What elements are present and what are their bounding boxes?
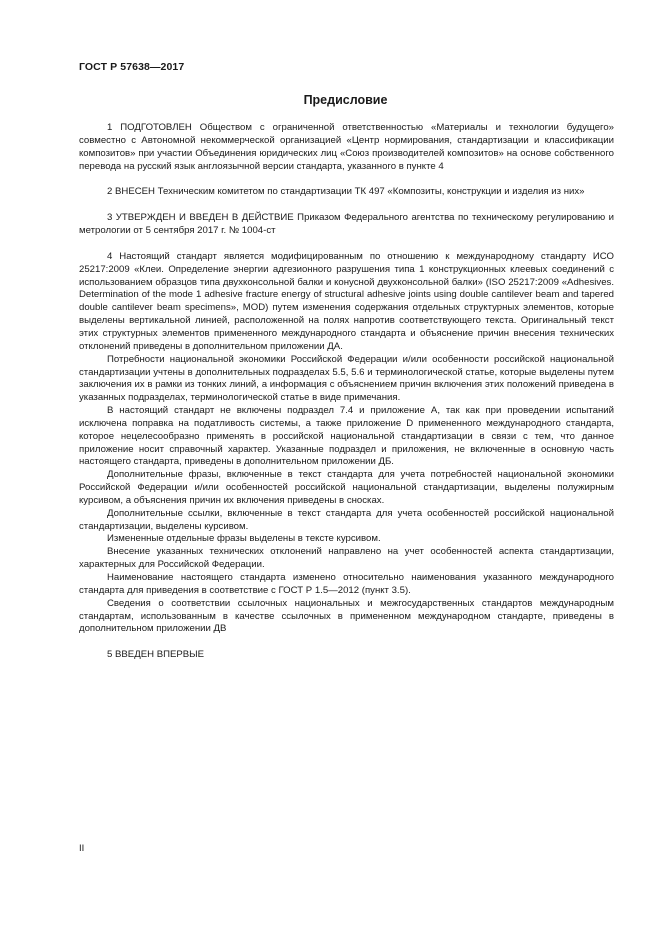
item-1: 1 ПОДГОТОВЛЕН Обществом с ограниченной ответственностью «Материалы и технологии будущего» совместно с Автономной некоммерческой организацией «Центр нормирования, стандартизации и классификации композитов» при участии Объединения юридических лиц «Союз производителей композитов» на основе собственного перевода на русский язык англоязычной версии стандарта, указанного в пункте 4 xyxy=(79,122,614,172)
preface-body xyxy=(79,122,614,662)
item-4-paragraph: Наименование настоящего стандарта изменено относительно наименования указанного международного стандарта для приведения в соответствие с ГОСТ Р 1.5—2012 (пункт 3.5). xyxy=(79,572,614,596)
page-number: II xyxy=(79,843,85,854)
item-4-paragraph: В настоящий стандарт не включены подраздел 7.4 и приложение А, так как при проведении испытаний исключена поправка на податливость системы, а также приложение D примененного международного стандарта, которое нецелесообразно применять в российской национальной стандартизации в связи с тем, что данное приложение носит справочный характер. Указанные подраздел и приложения, не включенные в основную часть настоящего стандарта, приведены в дополнительном приложении ДБ. xyxy=(79,405,614,468)
item-4-paragraph: Внесение указанных технических отклонений направлено на учет особенностей аспекта стандартизации, характерных для Российской Федерации. xyxy=(79,546,614,571)
item-2: 2 ВНЕСЕН Техническим комитетом по стандартизации ТК 497 «Композиты, конструкции и изделия из них» xyxy=(107,186,585,198)
item-4-paragraph: Потребности национальной экономики Российской Федерации и/или особенности российской национальной стандартизации учтены в дополнительных подразделах 5.5, 5.6 и терминологической статье, которые выделены путем заключения их в рамки из тонких линий, а информация с объяснением причин включения этих положений приведена в указанных подразделах, терминологической статье в виде примечания. xyxy=(79,353,614,404)
item-4-paragraph: Сведения о соответствии ссылочных национальных и межгосударственных стандартов международным стандартам, использованным в качестве ссылочных в примененном международном стандарте, приведены в дополнительном приложении ДВ xyxy=(79,597,614,635)
item-4-paragraph: 4 Настоящий стандарт является модифицированным по отношению к международному стандарту ИСО 25217:2009 «Клеи. Определение энергии адгезионного разрушения типа 1 конструкционных клеевых соединений с использованием образцов типа двухконсольной балки и конусной двухконсольной балки» (ISO 25217:2009 «Adhesives. Determination of the mode 1 adhesive fracture energy of structural adhesive joints using double cantilever beam and tapered double cantilever beam specimens», MOD) путем изменения содержания отдельных структурных элементов, которые выделены вертикальной линией, расположенной на полях напротив соответствующего текста. Оригинальный текст этих структурных элементов примененного международного стандарта и объяснение причин внесения технических отклонений приведены в дополнительном приложении ДА. xyxy=(79,250,614,352)
item-5: 5 ВВЕДЕН ВПЕРВЫЕ xyxy=(107,649,205,661)
item-3: 3 УТВЕРЖДЕН И ВВЕДЕН В ДЕЙСТВИЕ Приказом Федерального агентства по техническому регулированию и метрологии от 5 сентября 2017 г. № 1004-ст xyxy=(79,212,614,237)
item-4-paragraph: Дополнительные ссылки, включенные в текст стандарта для учета особенностей российской национальной стандартизации, выделены курсивом. xyxy=(79,507,614,532)
document-header: ГОСТ Р 57638—2017 xyxy=(79,61,185,73)
page-title: Предисловие xyxy=(303,93,388,107)
item-4-paragraph: Измененные отдельные фразы выделены в тексте курсивом. xyxy=(107,533,381,545)
item-4-paragraph: Дополнительные фразы, включенные в текст стандарта для учета потребностей национальной экономики Российской Федерации и/или особенностей российской национальной стандартизации, выделены полужирным курсивом, а объяснения причин их включения приведены в сносках. xyxy=(79,469,614,506)
